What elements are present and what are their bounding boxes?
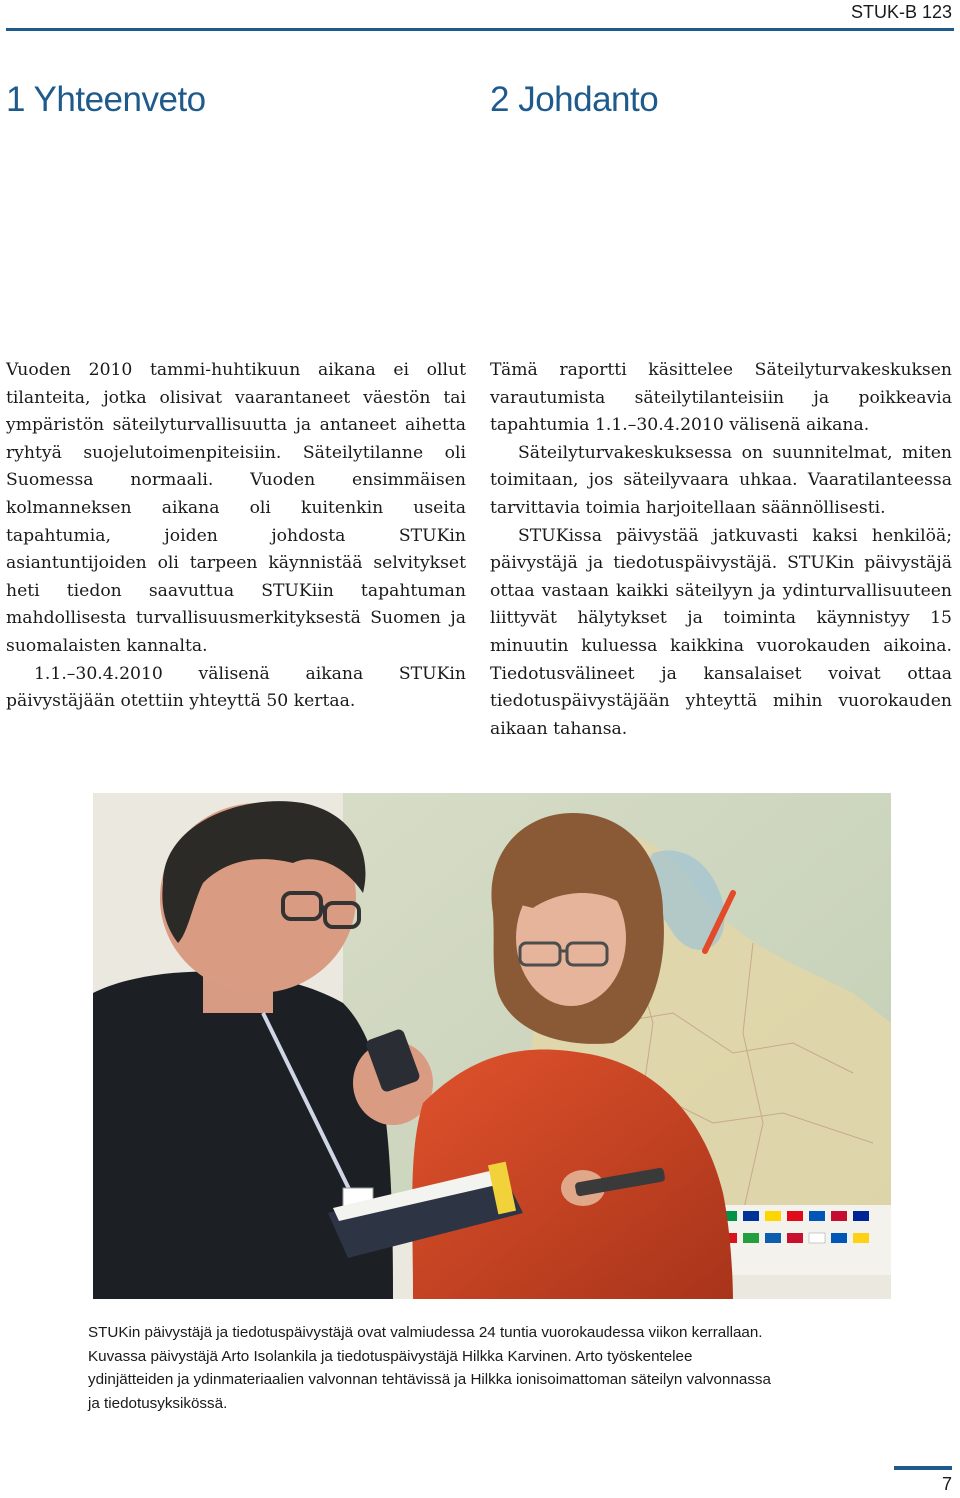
- figure-caption: [88, 1321, 898, 1415]
- header-rule: [6, 28, 954, 31]
- heading-johdanto: 2 Johdanto: [490, 80, 659, 119]
- heading-yhteenveto: 1 Yhteenveto: [6, 80, 206, 119]
- summary-paragraph-2: 1.1.–30.4.2010 välisenä aikana STUKin päivystäjään otettiin yhteyttä 50 kertaa.: [6, 663, 466, 712]
- caption-line-1: STUKin päivystäjä ja tiedotuspäivystäjä ovat valmiudessa 24 tuntia vuorokaudessa viikon kerrallaan.: [88, 1324, 763, 1341]
- footer-rule: [894, 1466, 952, 1470]
- caption-line-4: ja tiedotusyksikössä.: [88, 1394, 228, 1412]
- intro-paragraph-3: STUKissa päivystää jatkuvasti kaksi henkilöä; päivystäjä ja tiedotuspäivystäjä. STUKin päivystäjä ottaa vastaan kaikki säteilyyn ja ydinturvallisuuteen liittyvät hälytykset ja toiminta käynnistyy 15 minuutin kuluessa kaikkina vuorokauden aikoina. Tiedotusvälineet ja kansalaiset voivat ottaa tiedotuspäivystäjään yhteyttä mihin vuorokauden aikaan tahansa.: [490, 525, 952, 739]
- caption-line-2: Kuvassa päivystäjä Arto Isolankila ja tiedotuspäivystäjä Hilkka Karvinen. Arto työskentelee: [88, 1347, 693, 1365]
- intro-paragraph-1: Tämä raportti käsittelee Säteilyturvakeskuksen varautumista säteilytilanteisiin ja poikkeavia tapahtumia 1.1.–30.4.2010 välisenä aikana.: [490, 360, 952, 436]
- page-number: 7: [941, 1474, 952, 1494]
- introduction-column: [490, 357, 952, 743]
- photo-duty-officers: [93, 793, 891, 1299]
- summary-paragraph-1: Vuoden 2010 tammi-huhtikuun aikana ei ollut tilanteita, jotka olisivat vaarantaneet väestön tai ympäristön säteilyturvallisuutta ja antaneet aihetta ryhtyä suojelutoimenpiteisiin. Säteilytilanne oli Suomessa normaali. Vuoden ensimmäisen kolmanneksen aikana oli kuitenkin useita tapahtumia, joiden johdosta STUKin asiantuntijoiden oli tarpeen käynnistää selvitykset heti tiedon saavuttua STUKiin tapahtuman mahdollisesta turvallisuusmerkityksestä Suomen ja suomalaisten kannalta.: [6, 360, 466, 656]
- summary-column: [6, 357, 466, 716]
- intro-paragraph-2: Säteilyturvakeskuksessa on suunnitelmat, miten toimitaan, jos säteilyvaara uhkaa. Vaaratilanteessa tarvittavia toimia harjoitellaan säännöllisesti.: [490, 442, 952, 518]
- caption-line-3: ydinjätteiden ja ydinmateriaalien valvonnan tehtävissä ja Hilkka ionisoimattoman säteilyn valvonnassa: [88, 1371, 771, 1388]
- photo-illustration: [93, 793, 891, 1299]
- series-label: STUK-B 123: [850, 2, 952, 22]
